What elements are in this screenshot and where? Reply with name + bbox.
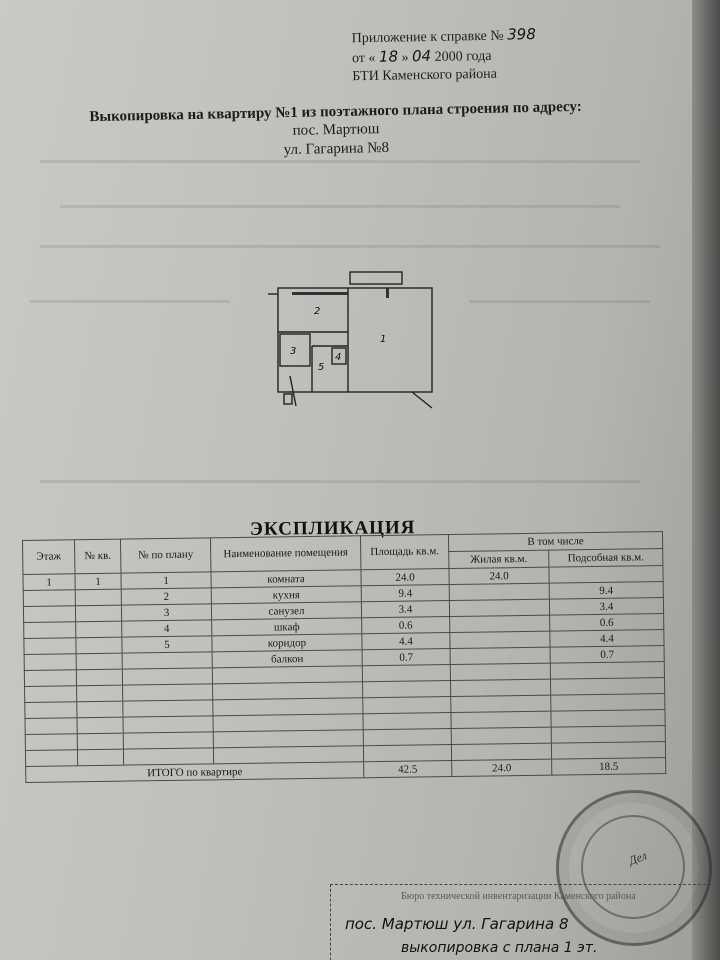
date-separator: » xyxy=(401,50,409,66)
room-label-3: 3 xyxy=(290,346,297,357)
apartment-outline xyxy=(278,288,432,392)
window-mark xyxy=(292,292,348,295)
cell-living xyxy=(449,583,549,600)
cell-floor xyxy=(24,638,76,655)
bleed-line xyxy=(60,205,620,208)
cell-auxiliary xyxy=(549,566,663,584)
cell-auxiliary: 3.4 xyxy=(549,598,663,616)
bleed-line xyxy=(40,480,640,483)
handwritten-annotation-box xyxy=(330,884,711,960)
cell-area: 0.6 xyxy=(362,617,450,634)
cell-plan-number xyxy=(122,652,212,669)
window-mark xyxy=(386,288,389,298)
header-room-name: Наименование помещения xyxy=(210,536,360,572)
certificate-number: 398 xyxy=(506,25,536,44)
date-prefix: от « xyxy=(351,50,376,67)
cell-plan-number: 1 xyxy=(121,572,211,589)
header-including: В том числе xyxy=(448,532,662,552)
handwritten-address: пос. Мартюш ул. Гагарина 8 xyxy=(345,915,569,933)
cell-plan-number: 3 xyxy=(121,604,211,621)
header-apartment: № кв. xyxy=(75,539,121,574)
cell-room-name: комната xyxy=(211,570,361,588)
explication-title: ЭКСПЛИКАЦИЯ xyxy=(249,517,416,540)
appendix-header xyxy=(352,24,613,87)
cell-area: 24.0 xyxy=(361,569,449,586)
cell-floor xyxy=(23,590,75,607)
cell-apartment xyxy=(76,653,122,670)
annotation-printed-text: Бюро технической инвентаризации Каменского района xyxy=(401,891,636,902)
header-plan-number: № по плану xyxy=(120,538,210,573)
date-month: 04 xyxy=(411,46,432,66)
total-auxiliary: 18.5 xyxy=(552,758,666,776)
balcony-outline xyxy=(350,272,402,284)
cell-room-name: санузел xyxy=(211,602,361,620)
room-label-4: 4 xyxy=(335,352,342,363)
cell-living xyxy=(450,631,550,648)
cell-auxiliary: 0.7 xyxy=(550,646,664,664)
room-label-1: 1 xyxy=(380,334,387,345)
header-floor: Этаж xyxy=(23,540,75,575)
explication-table xyxy=(22,531,666,783)
total-living: 24.0 xyxy=(452,759,552,776)
bleed-line xyxy=(40,245,660,248)
cell-apartment xyxy=(76,621,122,638)
total-label: ИТОГО по квартире xyxy=(26,762,364,783)
cell-living: 24.0 xyxy=(449,567,549,584)
cell-apartment: 1 xyxy=(75,573,121,590)
cell-plan-number: 2 xyxy=(121,588,211,605)
cell-area: 4.4 xyxy=(362,633,450,650)
cell-floor xyxy=(24,622,76,639)
room-label-5: 5 xyxy=(318,362,325,373)
cell-apartment xyxy=(75,605,121,622)
wall xyxy=(412,392,432,408)
cell-room-name: кухня xyxy=(211,586,361,604)
cell-floor: 1 xyxy=(23,574,75,591)
room-label-2: 2 xyxy=(314,306,321,317)
header-auxiliary: Подсобная кв.м. xyxy=(549,549,663,568)
cell-room-name: коридор xyxy=(212,634,362,652)
cell-living xyxy=(450,615,550,632)
header-living: Жилая кв.м. xyxy=(449,550,549,568)
explication-table-wrapper xyxy=(22,531,665,783)
cell-room-name: балкон xyxy=(212,650,362,668)
cell-apartment xyxy=(75,589,121,606)
cell-auxiliary: 0.6 xyxy=(550,614,664,632)
cell-plan-number: 5 xyxy=(122,636,212,653)
bleed-line xyxy=(30,300,230,303)
cell-area: 3.4 xyxy=(361,601,449,618)
date-year: 2000 года xyxy=(434,48,492,65)
wall xyxy=(290,376,296,406)
entrance-mark xyxy=(284,394,292,404)
date-day: 18 xyxy=(378,47,399,66)
settlement-line: пос. Мартюш xyxy=(292,121,380,139)
cell-auxiliary: 4.4 xyxy=(550,630,664,648)
document-title: Выкопировка на квартиру №1 из поэтажного плана строения по адресу: xyxy=(89,98,582,126)
stamp-text: Дел xyxy=(626,848,649,868)
floor-plan xyxy=(262,266,462,416)
cell-plan-number: 4 xyxy=(122,620,212,637)
cell-apartment xyxy=(76,637,122,654)
cell-area: 9.4 xyxy=(361,585,449,602)
cell-living xyxy=(449,599,549,616)
bleed-line xyxy=(470,300,650,303)
page-shadow-edge xyxy=(692,0,720,960)
street-line: ул. Гагарина №8 xyxy=(283,139,390,159)
header-area: Площадь кв.м. xyxy=(360,535,448,570)
cell-room-name: шкаф xyxy=(212,618,362,636)
cell-area: 0.7 xyxy=(362,649,450,666)
cell-living xyxy=(450,647,550,664)
appendix-prefix: Приложение к справке № xyxy=(351,28,504,47)
bti-name: БТИ Каменского района xyxy=(352,66,498,85)
cell-floor xyxy=(23,606,75,623)
handwritten-note: выкопировка с плана 1 эт. xyxy=(401,940,598,956)
document-title-block xyxy=(55,98,616,165)
cell-floor xyxy=(24,654,76,671)
cell-auxiliary: 9.4 xyxy=(549,582,663,600)
total-area: 42.5 xyxy=(364,761,452,778)
